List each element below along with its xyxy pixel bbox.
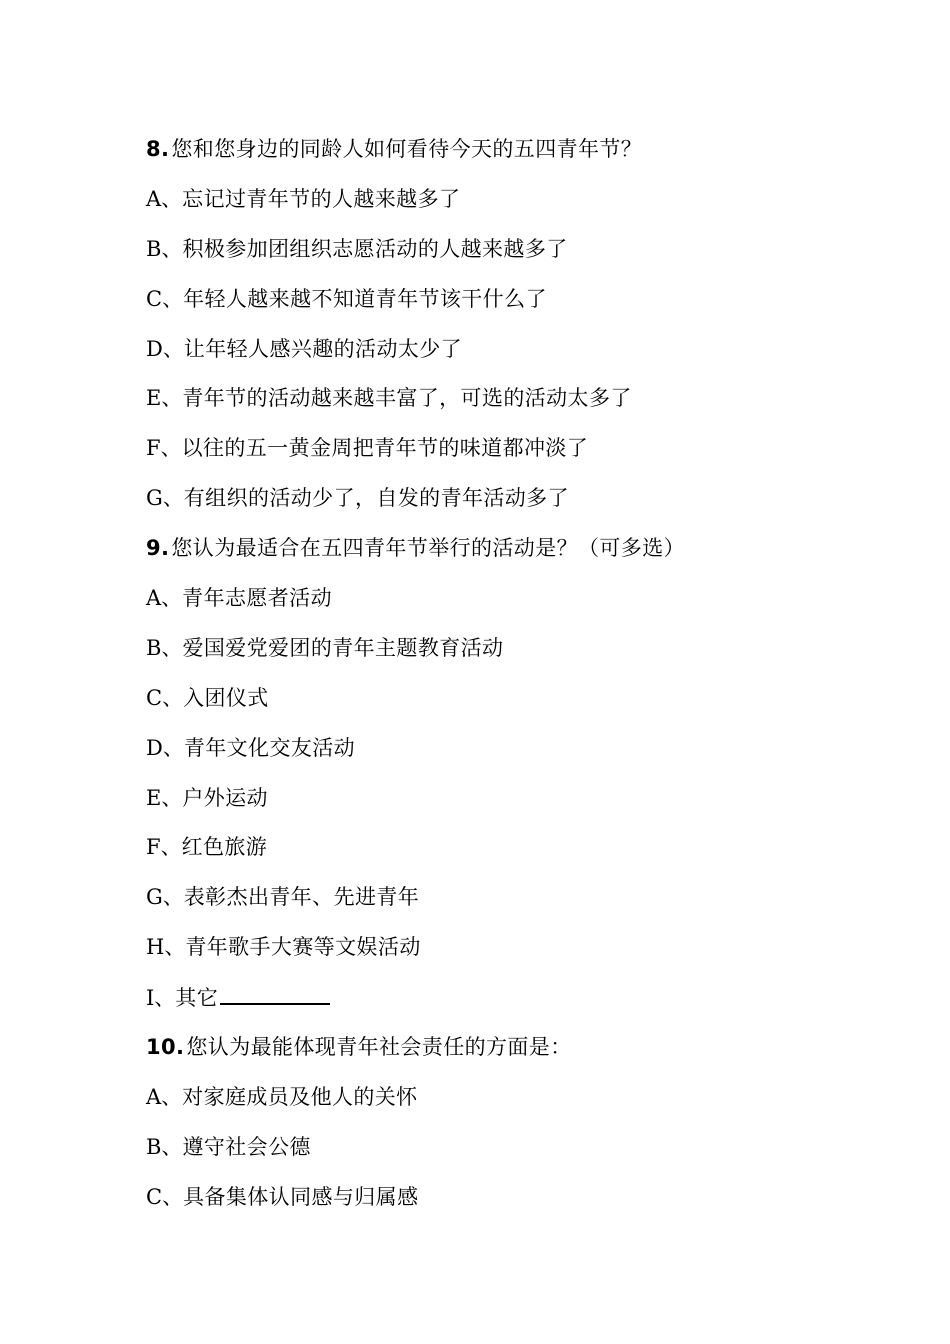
option-9f <box>146 831 866 881</box>
option-9a <box>146 582 866 632</box>
option-letter: C、 <box>146 1184 184 1209</box>
option-text: 爱国爱党爱团的青年主题教育活动 <box>182 635 504 660</box>
option-9g <box>146 881 866 931</box>
option-8e <box>146 382 866 432</box>
option-letter: F、 <box>146 835 182 860</box>
option-text: 青年歌手大赛等文娱活动 <box>185 935 421 960</box>
option-text: 红色旅游 <box>181 835 268 860</box>
question-8 <box>146 133 866 183</box>
question-text: 您认为最能体现青年社会责任的方面是： <box>186 1035 572 1060</box>
option-9d <box>146 732 866 782</box>
option-text: 具备集体认同感与归属感 <box>183 1184 419 1209</box>
option-letter: A、 <box>146 1084 183 1109</box>
option-8d <box>146 333 866 383</box>
option-letter: H、 <box>146 935 186 960</box>
option-letter: C、 <box>146 286 184 311</box>
option-letter: B、 <box>146 236 183 261</box>
option-text: 年轻人越来越不知道青年节该干什么了 <box>183 286 547 311</box>
option-9i <box>146 981 866 1031</box>
option-letter: G、 <box>146 486 184 511</box>
option-letter: D、 <box>146 336 184 361</box>
question-text: 您和您身边的同龄人如何看待今天的五四青年节？ <box>171 137 643 161</box>
option-text: 遵守社会公德 <box>182 1134 311 1159</box>
option-letter: A、 <box>146 586 183 611</box>
option-text: 对家庭成员及他人的关怀 <box>182 1084 418 1109</box>
option-text: 青年文化交友活动 <box>183 735 356 760</box>
option-10c <box>146 1181 866 1231</box>
survey-content <box>146 133 866 1231</box>
option-letter: G、 <box>146 885 184 910</box>
question-number: 9. <box>146 536 170 561</box>
option-text: 表彰杰出青年、先进青年 <box>183 885 420 910</box>
option-letter: B、 <box>146 635 183 660</box>
option-8c <box>146 283 866 333</box>
option-text: 青年节的活动越来越丰富了，可选的活动太多了 <box>182 386 632 411</box>
question-text: 您认为最适合在五四青年节举行的活动是？（可多选） <box>171 536 685 561</box>
option-letter: D、 <box>146 735 184 760</box>
option-9h <box>146 931 866 981</box>
option-9b <box>146 632 866 682</box>
option-10b <box>146 1131 866 1181</box>
option-text: 其它 <box>175 986 219 1011</box>
option-9c <box>146 682 866 732</box>
option-10a <box>146 1081 866 1131</box>
option-8g <box>146 482 866 532</box>
question-10 <box>146 1031 866 1081</box>
option-letter: E、 <box>146 386 183 411</box>
question-9 <box>146 532 866 582</box>
option-letter: A、 <box>146 186 183 211</box>
option-letter: B、 <box>146 1134 183 1159</box>
option-text: 让年轻人感兴趣的活动太少了 <box>183 336 463 361</box>
fill-in-blank[interactable] <box>220 981 330 1005</box>
option-text: 有组织的活动少了，自发的青年活动多了 <box>183 486 569 511</box>
option-9e <box>146 782 866 832</box>
option-letter: C、 <box>146 685 184 710</box>
option-8f <box>146 432 866 482</box>
option-text: 户外运动 <box>182 785 268 810</box>
question-number: 10. <box>146 1035 185 1060</box>
option-text: 积极参加团组织志愿活动的人越来越多了 <box>182 236 568 261</box>
option-letter: I、 <box>146 986 176 1011</box>
option-text: 入团仪式 <box>183 685 269 710</box>
option-8a <box>146 183 866 233</box>
option-text: 以往的五一黄金周把青年节的味道都冲淡了 <box>181 436 589 461</box>
question-number: 8. <box>146 137 170 161</box>
option-letter: E、 <box>146 785 183 810</box>
option-text: 青年志愿者活动 <box>182 586 332 611</box>
option-text: 忘记过青年节的人越来越多了 <box>182 186 461 211</box>
option-letter: F、 <box>146 436 182 461</box>
option-8b <box>146 233 866 283</box>
